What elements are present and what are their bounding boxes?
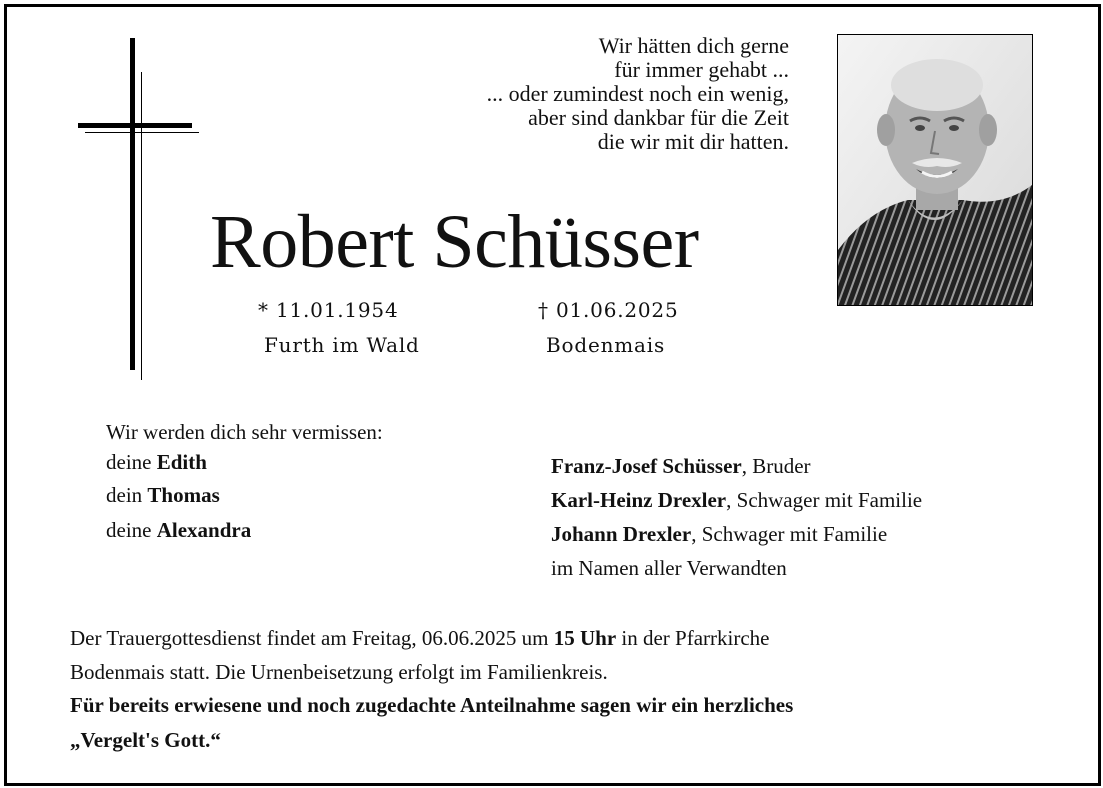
quote-line: die wir mit dir hatten. xyxy=(597,129,789,154)
service-text: in der Pfarrkirche xyxy=(616,626,770,650)
relative-name: Johann Drexler xyxy=(551,522,692,546)
quote-line: aber sind dankbar für die Zeit xyxy=(528,105,789,130)
portrait-photo xyxy=(837,34,1033,306)
mourner-item xyxy=(106,483,220,508)
relative-relation: , Schwager mit Familie xyxy=(691,522,888,546)
mourner-name: Edith xyxy=(156,450,207,474)
mourner-prefix: deine xyxy=(106,518,157,542)
relative-item xyxy=(551,522,887,547)
birth-place: Furth im Wald xyxy=(264,333,420,357)
quote-line: für immer gehabt ... xyxy=(614,57,789,82)
relative-relation: , Bruder xyxy=(741,454,811,478)
thanks-line-1: Für bereits erwiesene und noch zugedachte Anteilnahme sagen wir ein herzliches xyxy=(70,693,794,717)
service-line-1 xyxy=(70,626,770,651)
mourner-item xyxy=(106,450,207,475)
service-line-2: Bodenmais statt. Die Urnenbeisetzung erfolgt im Familienkreis. xyxy=(70,660,608,684)
death-date: † 01.06.2025 xyxy=(538,298,679,322)
thanks-line-2: „Vergelt's Gott.“ xyxy=(70,728,221,752)
relatives-closing: im Namen aller Verwandten xyxy=(551,556,787,580)
mourner-prefix: dein xyxy=(106,483,148,507)
relative-item xyxy=(551,488,922,513)
deceased-name: Robert Schüsser xyxy=(210,200,699,284)
service-text: Der Trauergottesdienst findet am Freitag, 06.06.2025 um xyxy=(70,626,554,650)
service-time: 15 Uhr xyxy=(553,626,617,650)
death-place: Bodenmais xyxy=(546,333,666,357)
mourner-item xyxy=(106,518,251,543)
quote-line: ... oder zumindest noch ein wenig, xyxy=(486,81,789,106)
relative-item xyxy=(551,454,811,479)
mourner-name: Thomas xyxy=(147,483,220,507)
relative-name: Franz-Josef Schüsser xyxy=(551,454,742,478)
mourners-intro: Wir werden dich sehr vermissen: xyxy=(106,420,383,444)
memorial-quote xyxy=(487,34,789,154)
mourner-name: Alexandra xyxy=(156,518,252,542)
birth-date: * 11.01.1954 xyxy=(258,298,399,322)
mourner-prefix: deine xyxy=(106,450,157,474)
relative-name: Karl-Heinz Drexler xyxy=(551,488,727,512)
quote-line: Wir hätten dich gerne xyxy=(598,33,789,58)
relative-relation: , Schwager mit Familie xyxy=(726,488,923,512)
